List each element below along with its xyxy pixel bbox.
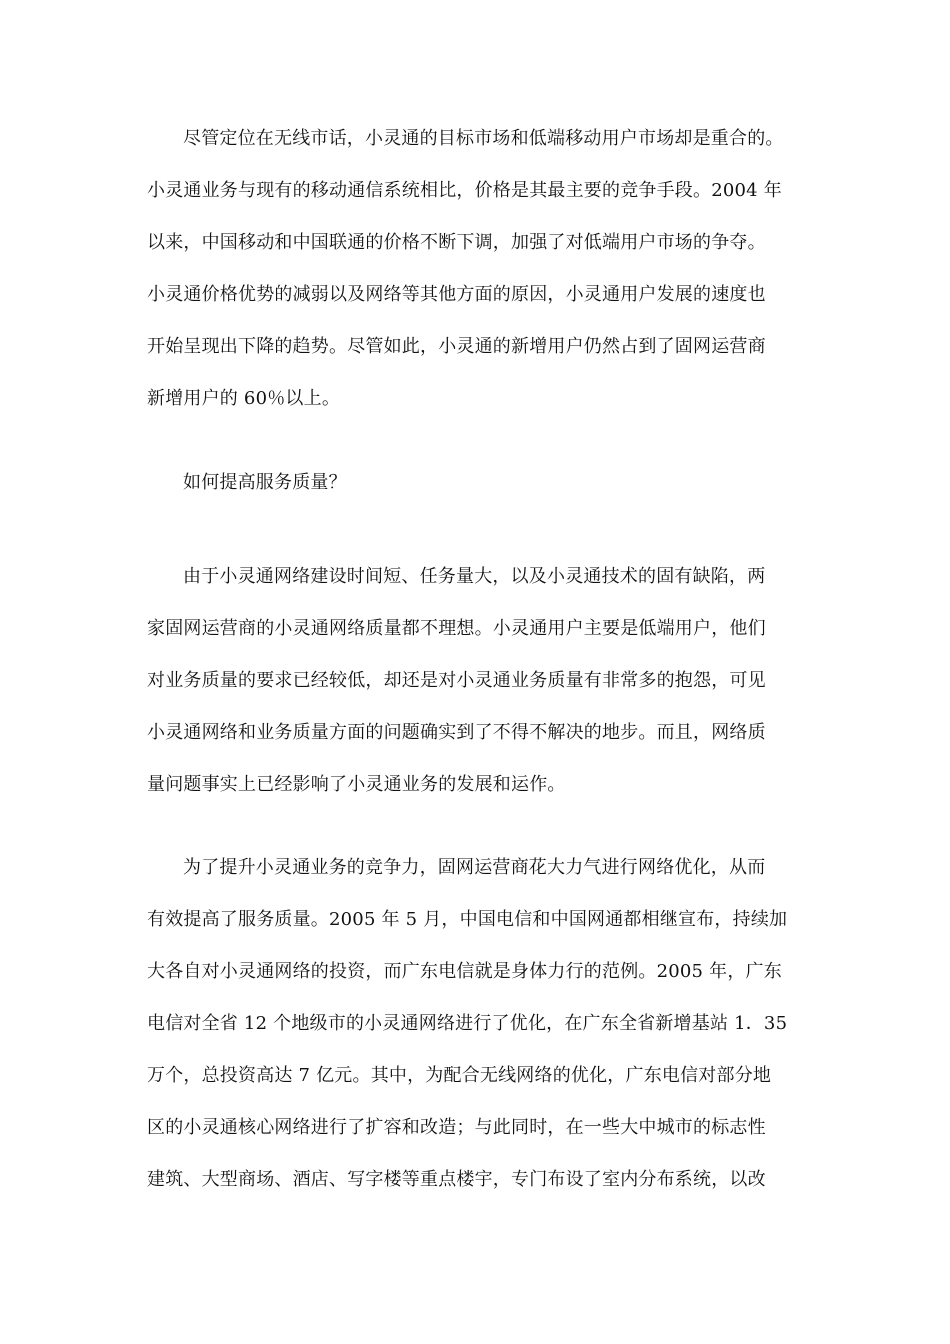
paragraph-4-line-7: 建筑、大型商场、酒店、写字楼等重点楼宇，专门布设了室内分布系统，以改: [147, 1169, 766, 1190]
paragraph-3-line-2: 家固网运营商的小灵通网络质量都不理想。小灵通用户主要是低端用户，他们: [147, 618, 766, 639]
paragraph-4-line-1: 为了提升小灵通业务的竞争力，固网运营商花大力气进行网络优化，从而: [183, 857, 766, 878]
paragraph-1-line-2: 小灵通业务与现有的移动通信系统相比，价格是其最主要的竞争手段。2004 年: [147, 180, 782, 201]
paragraph-4-line-4: 电信对全省 12 个地级市的小灵通网络进行了优化，在广东全省新增基站 1．35: [147, 1013, 788, 1034]
paragraph-3-line-4: 小灵通网络和业务质量方面的问题确实到了不得不解决的地步。而且，网络质: [147, 722, 766, 743]
paragraph-1-line-5: 开始呈现出下降的趋势。尽管如此，小灵通的新增用户仍然占到了固网运营商: [147, 336, 766, 357]
paragraph-1-line-3: 以来，中国移动和中国联通的价格不断下调，加强了对低端用户市场的争夺。: [147, 232, 766, 253]
paragraph-1-line-6: 新增用户的 60％以上。: [147, 388, 341, 409]
paragraph-3-line-5: 量问题事实上已经影响了小灵通业务的发展和运作。: [147, 774, 566, 795]
paragraph-1-line-1: 尽管定位在无线市话，小灵通的目标市场和低端移动用户市场却是重合的。: [183, 128, 784, 149]
paragraph-4-line-5: 万个，总投资高达 7 亿元。其中，为配合无线网络的优化，广东电信对部分地: [147, 1065, 772, 1086]
section-question: 如何提高服务质量？: [183, 472, 347, 493]
paragraph-4-line-2: 有效提高了服务质量。2005 年 5 月，中国电信和中国网通都相继宣布，持续加: [147, 909, 788, 930]
paragraph-3-line-1: 由于小灵通网络建设时间短、任务量大，以及小灵通技术的固有缺陷，两: [183, 566, 766, 587]
paragraph-4-line-6: 区的小灵通核心网络进行了扩容和改造；与此同时，在一些大中城市的标志性: [147, 1117, 766, 1138]
paragraph-3-line-3: 对业务质量的要求已经较低，却还是对小灵通业务质量有非常多的抱怨，可见: [147, 670, 766, 691]
paragraph-1-line-4: 小灵通价格优势的减弱以及网络等其他方面的原因，小灵通用户发展的速度也: [147, 284, 766, 305]
paragraph-4-line-3: 大各自对小灵通网络的投资，而广东电信就是身体力行的范例。2005 年，广东: [147, 961, 782, 982]
